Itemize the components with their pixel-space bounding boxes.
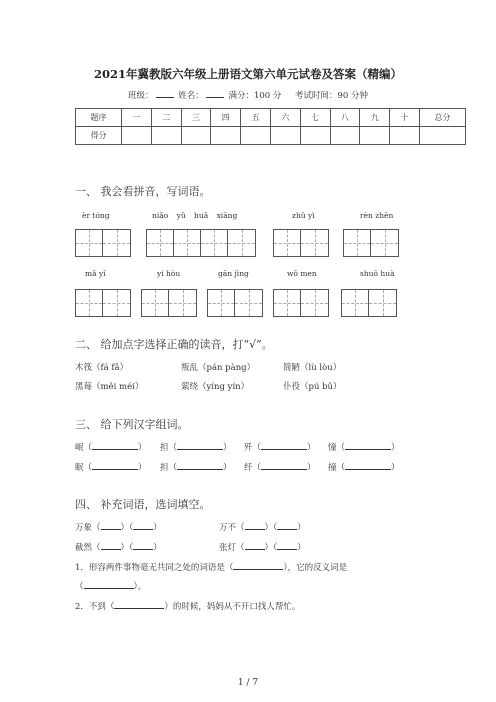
answer-blank[interactable] — [245, 521, 265, 530]
idiom-item[interactable] — [75, 541, 162, 553]
answer-blank[interactable] — [277, 521, 297, 530]
close-paren: ） — [223, 443, 232, 453]
reading-choice[interactable]: 仆役（pú bǔ） — [283, 382, 342, 392]
header-cell: 九 — [360, 109, 390, 127]
answer-blank[interactable] — [261, 461, 307, 470]
word-char: 撞（ — [328, 463, 346, 473]
section-4-heading: 四、 补充词语，选词填空。 — [75, 498, 211, 511]
close-paren: ） — [391, 443, 400, 453]
score-cell[interactable] — [300, 127, 330, 145]
score-cell[interactable] — [270, 127, 300, 145]
question-text: ），它的反义词是 — [283, 563, 348, 573]
answer-blank[interactable] — [345, 441, 391, 450]
word-item[interactable] — [75, 441, 147, 453]
full-score: 满分：100 分 — [228, 91, 282, 101]
paren-sep: ）（ — [264, 523, 278, 533]
score-cell[interactable] — [390, 127, 420, 145]
answer-blank[interactable] — [92, 461, 138, 470]
pinyin: zhǔ yì — [292, 211, 315, 220]
writing-grid[interactable] — [75, 289, 131, 317]
name-label: 姓名： — [178, 91, 204, 101]
answer-blank[interactable] — [84, 580, 134, 589]
score-cell[interactable] — [330, 127, 360, 145]
header-cell: 一 — [122, 109, 152, 127]
word-char: 担（ — [160, 463, 178, 473]
header-cell: 题序 — [76, 109, 122, 127]
idiom-prefix: 截然（ — [75, 543, 101, 553]
header-cell: 十 — [390, 109, 420, 127]
score-header-row — [76, 109, 466, 127]
word-char: 眠（ — [75, 463, 93, 473]
answer-blank[interactable] — [92, 441, 138, 450]
word-item[interactable] — [244, 441, 316, 453]
header-cell: 七 — [300, 109, 330, 127]
reading-choice[interactable]: 简陋（lù lòu） — [283, 363, 342, 373]
question-text: ）。 — [133, 582, 147, 592]
question-2[interactable] — [75, 600, 300, 612]
word-item[interactable] — [160, 461, 232, 473]
word-item[interactable] — [160, 441, 232, 453]
word-char: 纤（ — [244, 463, 262, 473]
class-blank — [156, 89, 174, 98]
writing-grid[interactable] — [273, 229, 329, 257]
pinyin: shuō huà — [360, 269, 395, 278]
word-item[interactable] — [75, 461, 147, 473]
close-paren: ） — [138, 443, 147, 453]
score-cell[interactable] — [360, 127, 390, 145]
idiom-prefix: 万不（ — [219, 523, 245, 533]
close-paren: ） — [297, 523, 306, 533]
word-char: 岷（ — [75, 443, 93, 453]
writing-grid[interactable] — [341, 289, 397, 317]
reading-choice[interactable]: 叛乱（pán pàng） — [181, 363, 256, 373]
pinyin: gān jìng — [218, 269, 249, 278]
reading-choice[interactable]: 木筏（fá fǎ） — [75, 363, 129, 373]
close-paren: ） — [307, 463, 316, 473]
header-cell: 二 — [151, 109, 181, 127]
header-cell: 三 — [181, 109, 211, 127]
answer-blank[interactable] — [233, 561, 283, 570]
score-label: 得分 — [76, 127, 122, 145]
word-char: 歼（ — [244, 443, 262, 453]
question-text: 1．形容两件事物毫无共同之处的词语是（ — [75, 563, 234, 573]
question-text: ）的时候，妈妈从不开口找人帮忙。 — [164, 602, 301, 612]
section-2-heading: 二、 给加点字选择正确的读音，打“√”。 — [75, 338, 273, 351]
word-item[interactable] — [244, 461, 316, 473]
writing-grid[interactable] — [343, 229, 399, 257]
question-1-cont[interactable] — [75, 580, 146, 592]
writing-grid[interactable] — [141, 289, 197, 317]
answer-blank[interactable] — [277, 541, 297, 550]
idiom-item[interactable] — [219, 541, 306, 553]
word-item[interactable] — [328, 441, 400, 453]
question-1[interactable] — [75, 561, 347, 573]
name-blank — [206, 89, 224, 98]
question-text: 2．不到（ — [75, 602, 115, 612]
answer-blank[interactable] — [245, 541, 265, 550]
answer-blank[interactable] — [177, 441, 223, 450]
header-cell: 五 — [241, 109, 271, 127]
pinyin: mǎ yǐ — [85, 269, 106, 278]
header-cell: 四 — [211, 109, 241, 127]
answer-blank[interactable] — [101, 541, 121, 550]
header-cell: 总分 — [420, 109, 466, 127]
score-row — [76, 127, 466, 145]
answer-blank[interactable] — [261, 441, 307, 450]
idiom-prefix: 张灯（ — [219, 543, 245, 553]
section-1-heading: 一、 我会看拼音，写词语。 — [75, 185, 211, 198]
idiom-item[interactable] — [75, 521, 162, 533]
answer-blank[interactable] — [177, 461, 223, 470]
writing-grid[interactable] — [146, 229, 256, 257]
exam-info — [0, 89, 496, 101]
word-char: 憧（ — [328, 443, 346, 453]
reading-choice[interactable]: 萦绕（yíng yín） — [181, 382, 250, 392]
pinyin: yí hòu — [157, 269, 181, 278]
writing-grid[interactable] — [75, 229, 131, 257]
writing-grid[interactable] — [273, 289, 329, 317]
score-table — [75, 108, 466, 145]
header-cell: 八 — [330, 109, 360, 127]
close-paren: ） — [153, 543, 162, 553]
score-cell[interactable] — [181, 127, 211, 145]
answer-blank[interactable] — [345, 461, 391, 470]
answer-blank[interactable] — [133, 541, 153, 550]
close-paren: ） — [223, 463, 232, 473]
writing-grid[interactable] — [207, 289, 263, 317]
score-cell[interactable] — [241, 127, 271, 145]
pinyin: èr tóng — [82, 211, 110, 220]
pinyin: rèn zhēn — [360, 211, 394, 220]
paren-sep: ）（ — [120, 523, 134, 533]
close-paren: ） — [138, 463, 147, 473]
answer-blank[interactable] — [114, 600, 164, 609]
class-label: 班级： — [128, 91, 154, 101]
page-number: 1 / 7 — [237, 678, 259, 688]
paren-sep: ）（ — [120, 543, 134, 553]
close-paren: ） — [391, 463, 400, 473]
answer-blank[interactable] — [133, 521, 153, 530]
answer-blank[interactable] — [101, 521, 121, 530]
score-cell[interactable] — [122, 127, 152, 145]
pinyin: niǎo yǔ huā xiāng — [152, 211, 238, 220]
document-title: 2021年冀教版六年级上册语文第六单元试卷及答案（精编） — [93, 67, 402, 81]
reading-choice[interactable]: 黑莓（měi méi） — [75, 382, 144, 392]
pinyin: wǒ men — [287, 269, 317, 278]
close-paren: ） — [307, 443, 316, 453]
score-cell[interactable] — [420, 127, 466, 145]
exam-time: 考试时间：90 分钟 — [294, 91, 368, 101]
idiom-prefix: 万象（ — [75, 523, 101, 533]
word-item[interactable] — [328, 461, 400, 473]
close-paren: ） — [153, 523, 162, 533]
score-cell[interactable] — [211, 127, 241, 145]
word-char: 担（ — [160, 443, 178, 453]
idiom-item[interactable] — [219, 521, 306, 533]
question-text: （ — [75, 582, 84, 592]
header-cell: 六 — [270, 109, 300, 127]
score-cell[interactable] — [151, 127, 181, 145]
section-3-heading: 三、 给下列汉字组词。 — [75, 418, 189, 431]
close-paren: ） — [297, 543, 306, 553]
paren-sep: ）（ — [264, 543, 278, 553]
